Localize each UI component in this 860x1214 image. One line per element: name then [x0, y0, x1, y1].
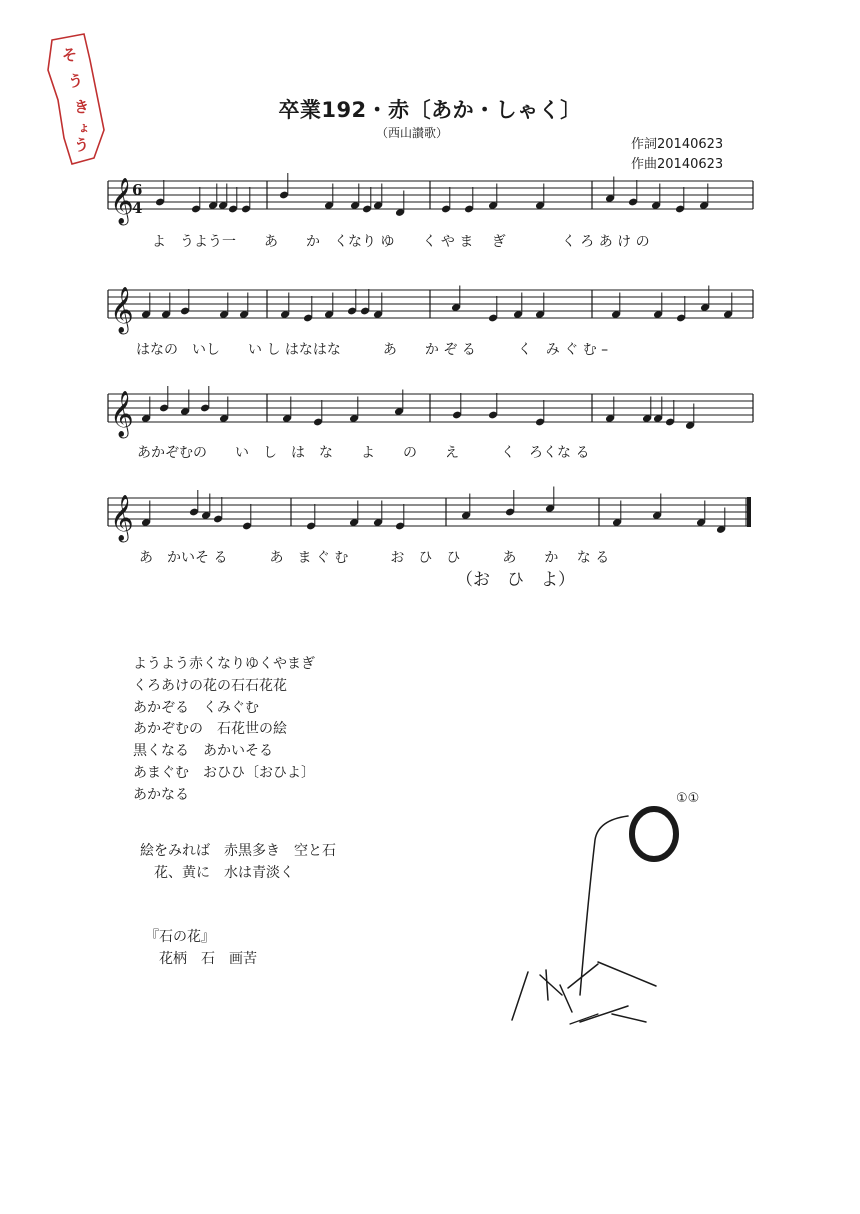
lyric-line-4: あ かいそ る あ ま ぐ む お ひ ひ あ か な る: [139, 550, 610, 566]
lyric-line-1: よ うよう一 あ か くなり ゆ く や ま ぎ く ろ あ け の: [152, 234, 650, 250]
song-subtitle: （西山讃歌）: [376, 126, 449, 140]
time-signature-bottom: 4: [132, 199, 143, 217]
circle-shape: [632, 809, 676, 859]
text-line: あかなる: [133, 786, 189, 803]
text-line: あまぐむ おひひ〔おひよ〕: [133, 764, 315, 781]
music-score: [0, 0, 860, 600]
ink-drawing: [500, 780, 700, 1040]
lyric-line-3: あかぞむの い し は な よ の え く ろくな る: [137, 445, 590, 461]
text-line: ようよう赤くなりゆくやまぎ: [133, 656, 315, 672]
treble-clef-icon: 𝄞: [110, 178, 134, 224]
song-title: 卒業192・赤〔あか・しゃく〕: [278, 98, 582, 122]
stamp-char-1: そ: [62, 46, 78, 64]
final-bar-line: [747, 497, 751, 527]
text-line: あかぞむの 石花世の絵: [133, 721, 287, 738]
artwork-credit: 花柄 石 画苦: [145, 951, 257, 967]
lyric-line-2: はなの いし い し はなはな あ か ぞ る く み ぐ む –: [136, 342, 609, 358]
artwork-caption: [145, 926, 257, 970]
alternate-lyric: （お ひ よ）: [456, 570, 575, 590]
text-line: くろあけの花の石石花花: [133, 677, 287, 694]
text-line: 黒くなる あかいそる: [133, 743, 273, 760]
time-signature-top: 6: [132, 181, 143, 199]
stamp-char-4: ょ: [78, 120, 91, 134]
treble-clef-icon: 𝄞: [110, 495, 134, 541]
poem-line: 絵をみれば 赤黒多き 空と石: [140, 843, 336, 859]
red-stamp: [44, 30, 114, 170]
treble-clef-icon: 𝄞: [110, 391, 134, 437]
poem: [140, 840, 336, 884]
stem-line: [580, 816, 628, 995]
drawing-label: ①①: [676, 791, 700, 806]
treble-clef-icon: 𝄞: [110, 287, 134, 333]
music-credit: 作曲20140623: [631, 157, 724, 172]
poem-line: 花、黄に 水は青淡く: [140, 865, 294, 881]
lyrics-text-block: [133, 654, 315, 807]
stamp-char-2: う: [68, 72, 84, 90]
stamp-char-5: う: [74, 136, 90, 154]
artwork-title: 『石の花』: [145, 929, 215, 945]
text-line: あかぞる くみぐむ: [133, 699, 259, 716]
stamp-char-3: き: [74, 98, 90, 116]
lyrics-credit: 作詞20140623: [631, 137, 724, 152]
